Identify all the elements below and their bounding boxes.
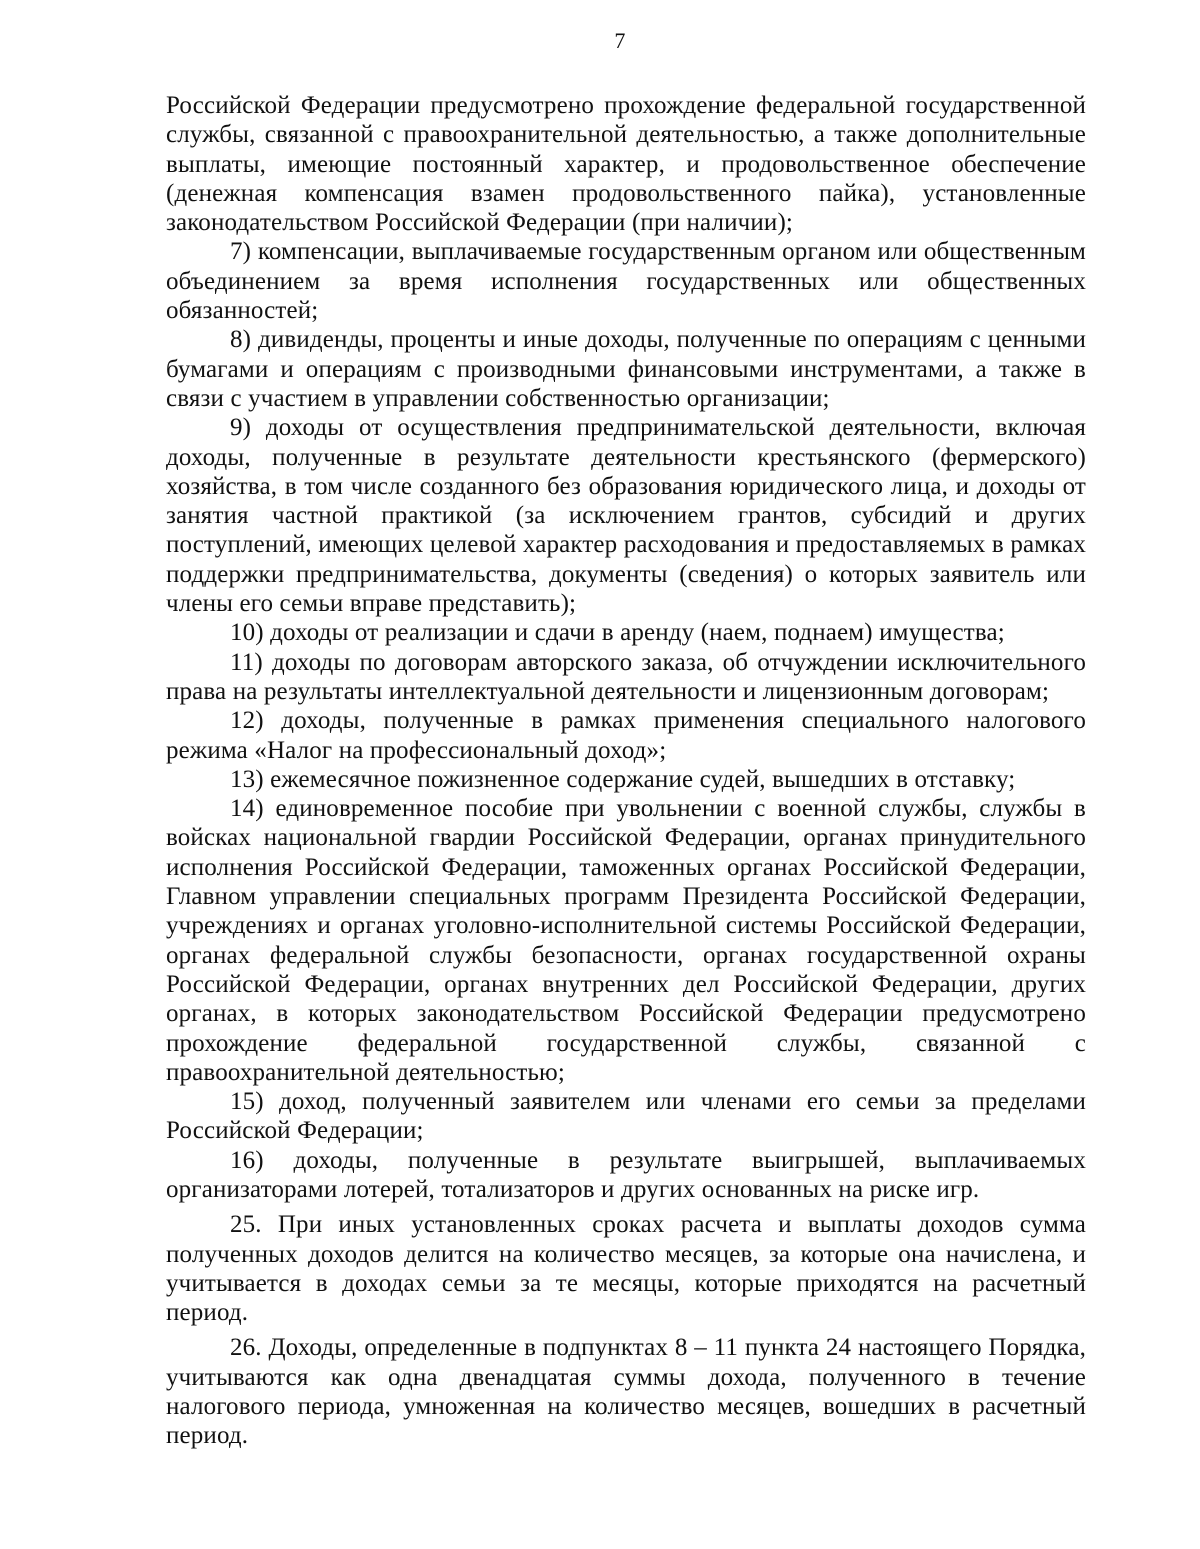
- paragraph-item-8: 8) дивиденды, проценты и иные доходы, полученные по операциям с ценными бумагами и операциям с производными финансовыми инструментами, а также в связи с участием в управлении собственностью организации;: [166, 326, 1086, 412]
- paragraph-continuation: Российской Федерации предусмотрено прохождение федеральной государственной службы, связанной с правоохранительной деятельностью, а также дополнительные выплаты, имеющие постоянный характер, и продовольственное обеспечение (денежная компенсация взамен продовольственного пайка), установленные законодательством Российской Федерации (при наличии);: [166, 92, 1086, 237]
- paragraph-item-15: 15) доход, полученный заявителем или членами его семьи за пределами Российской Федерации;: [166, 1088, 1086, 1145]
- document-body: [166, 91, 1086, 1451]
- paragraph-item-7: 7) компенсации, выплачиваемые государственным органом или общественным объединением за время исполнения государственных или общественных обязанностей;: [166, 238, 1086, 325]
- paragraph-clause-25: 25. При иных установленных сроках расчета и выплаты доходов сумма полученных доходов делится на количество месяцев, за которые она начислена, и учитывается в доходах семьи за те месяцы, которые приходятся на расчетный период.: [166, 1211, 1086, 1327]
- paragraph-item-11: 11) доходы по договорам авторского заказа, об отчуждении исключительного права на результаты интеллектуальной деятельности и лицензионным договорам;: [166, 648, 1086, 705]
- page-number: 7: [614, 28, 626, 53]
- paragraph-item-16: 16) доходы, полученные в результате выигрышей, выплачиваемых организаторами лотерей, тотализаторов и других основанных на риске игр.: [166, 1146, 1086, 1203]
- paragraph-item-10: 10) доходы от реализации и сдачи в аренду (наем, поднаем) имущества;: [230, 619, 1005, 647]
- paragraph-item-12: 12) доходы, полученные в рамках применения специального налогового режима «Налог на профессиональный доход»;: [166, 707, 1086, 764]
- paragraph-clause-26: 26. Доходы, определенные в подпунктах 8 – 11 пункта 24 настоящего Порядка, учитываются как одна двенадцатая суммы дохода, полученного в течение налогового периода, умноженная на количество месяцев, вошедших в расчетный период.: [166, 1334, 1086, 1450]
- paragraph-item-13: 13) ежемесячное пожизненное содержание судей, вышедших в отставку;: [230, 765, 1016, 793]
- paragraph-item-9: 9) доходы от осуществления предпринимательской деятельности, включая доходы, полученные в результате деятельности крестьянского (фермерского) хозяйства, в том числе созданного без образования юридического лица, и доходы от занятия частной практикой (за исключением грантов, субсидий и других поступлений, имеющих целевой характер расходования и предоставляемых в рамках поддержки предпринимательства, документы (сведения) о которых заявитель или члены его семьи вправе представить);: [166, 414, 1086, 618]
- paragraph-item-14: 14) единовременное пособие при увольнении с военной службы, службы в войсках национальной гвардии Российской Федерации, органах принудительного исполнения Российской Федерации, таможенных органах Российской Федерации, Главном управлении специальных программ Президента Российской Федерации, учреждениях и органах уголовно-исполнительной системы Российской Федерации, органах федеральной службы безопасности, органах государственной охраны Российской Федерации, органах внутренних дел Российской Федерации, других органах, в которых законодательством Российской Федерации предусмотрено прохождение федеральной государственной службы, связанной с правоохранительной деятельностью;: [166, 795, 1086, 1086]
